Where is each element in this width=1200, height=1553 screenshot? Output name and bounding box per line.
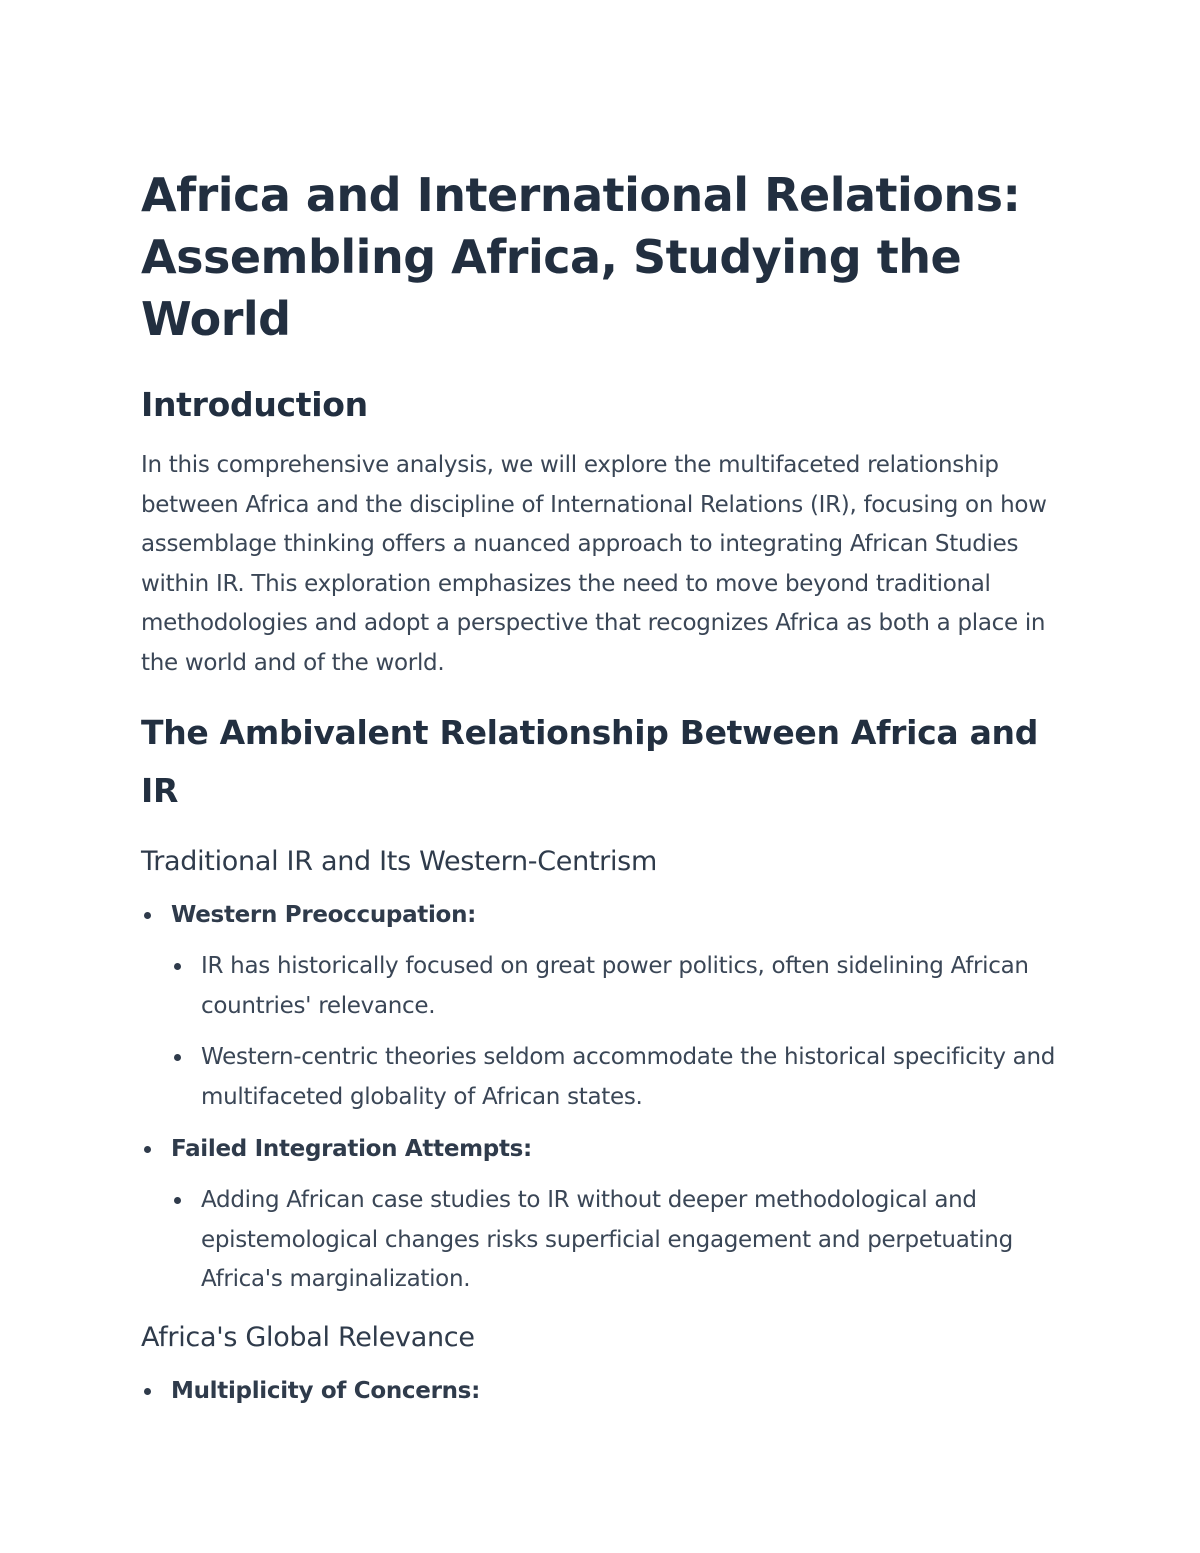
bullet-icon — [174, 963, 181, 970]
list-item — [171, 947, 1061, 1026]
list-item-term: Western Preoccupation: — [171, 901, 477, 928]
bullet-icon — [144, 1388, 151, 1395]
bullet-icon — [174, 1197, 181, 1204]
document-page — [141, 164, 1061, 1412]
title-line-2: Assembling Africa, Studying the World — [141, 230, 962, 346]
bullet-list-western-centrism — [141, 896, 1061, 1300]
list-item — [171, 1181, 1061, 1300]
title-line-1: Africa and International Relations: — [141, 168, 1021, 222]
nested-bullet-list — [171, 947, 1061, 1117]
document-title — [141, 164, 1061, 350]
list-item — [171, 1038, 1061, 1117]
list-item-text: Western-centric theories seldom accommodate the historical specificity and multifaceted globality of African states. — [201, 1044, 1056, 1110]
section-heading: The Ambivalent Relationship Between Africa and IR — [141, 712, 1039, 810]
intro-paragraph: In this comprehensive analysis, we will explore the multifaceted relationship between Africa and the discipline of International Relations (IR), focusing on how assemblage thinking offers a nuanced approach to integrating African Studies within IR. This exploration emphasizes the need to move beyond traditional methodologies and adopt a perspective that recognizes Africa as both a place in the world and of the world. — [141, 452, 1047, 676]
subsection-heading-western-centrism: Traditional IR and Its Western-Centrism — [141, 845, 657, 877]
bullet-icon — [144, 1146, 151, 1153]
nested-bullet-list — [171, 1181, 1061, 1300]
bullet-icon — [174, 1054, 181, 1061]
intro-heading: Introduction — [141, 385, 368, 424]
bullet-list-global-relevance — [141, 1372, 1061, 1412]
list-item-term: Failed Integration Attempts: — [171, 1135, 532, 1162]
list-item-text: Adding African case studies to IR without deeper methodological and epistemological changes risks superficial engagement and perpetuating Africa's marginalization. — [201, 1187, 1013, 1293]
subsection-heading-global-relevance: Africa's Global Relevance — [141, 1321, 475, 1353]
list-item-text: IR has historically focused on great power politics, often sidelining African countries' relevance. — [201, 953, 1029, 1019]
list-item-term: Multiplicity of Concerns: — [171, 1377, 480, 1404]
bullet-icon — [144, 912, 151, 919]
list-item — [141, 1130, 1061, 1300]
list-item — [141, 1372, 1061, 1412]
list-item — [141, 896, 1061, 1118]
